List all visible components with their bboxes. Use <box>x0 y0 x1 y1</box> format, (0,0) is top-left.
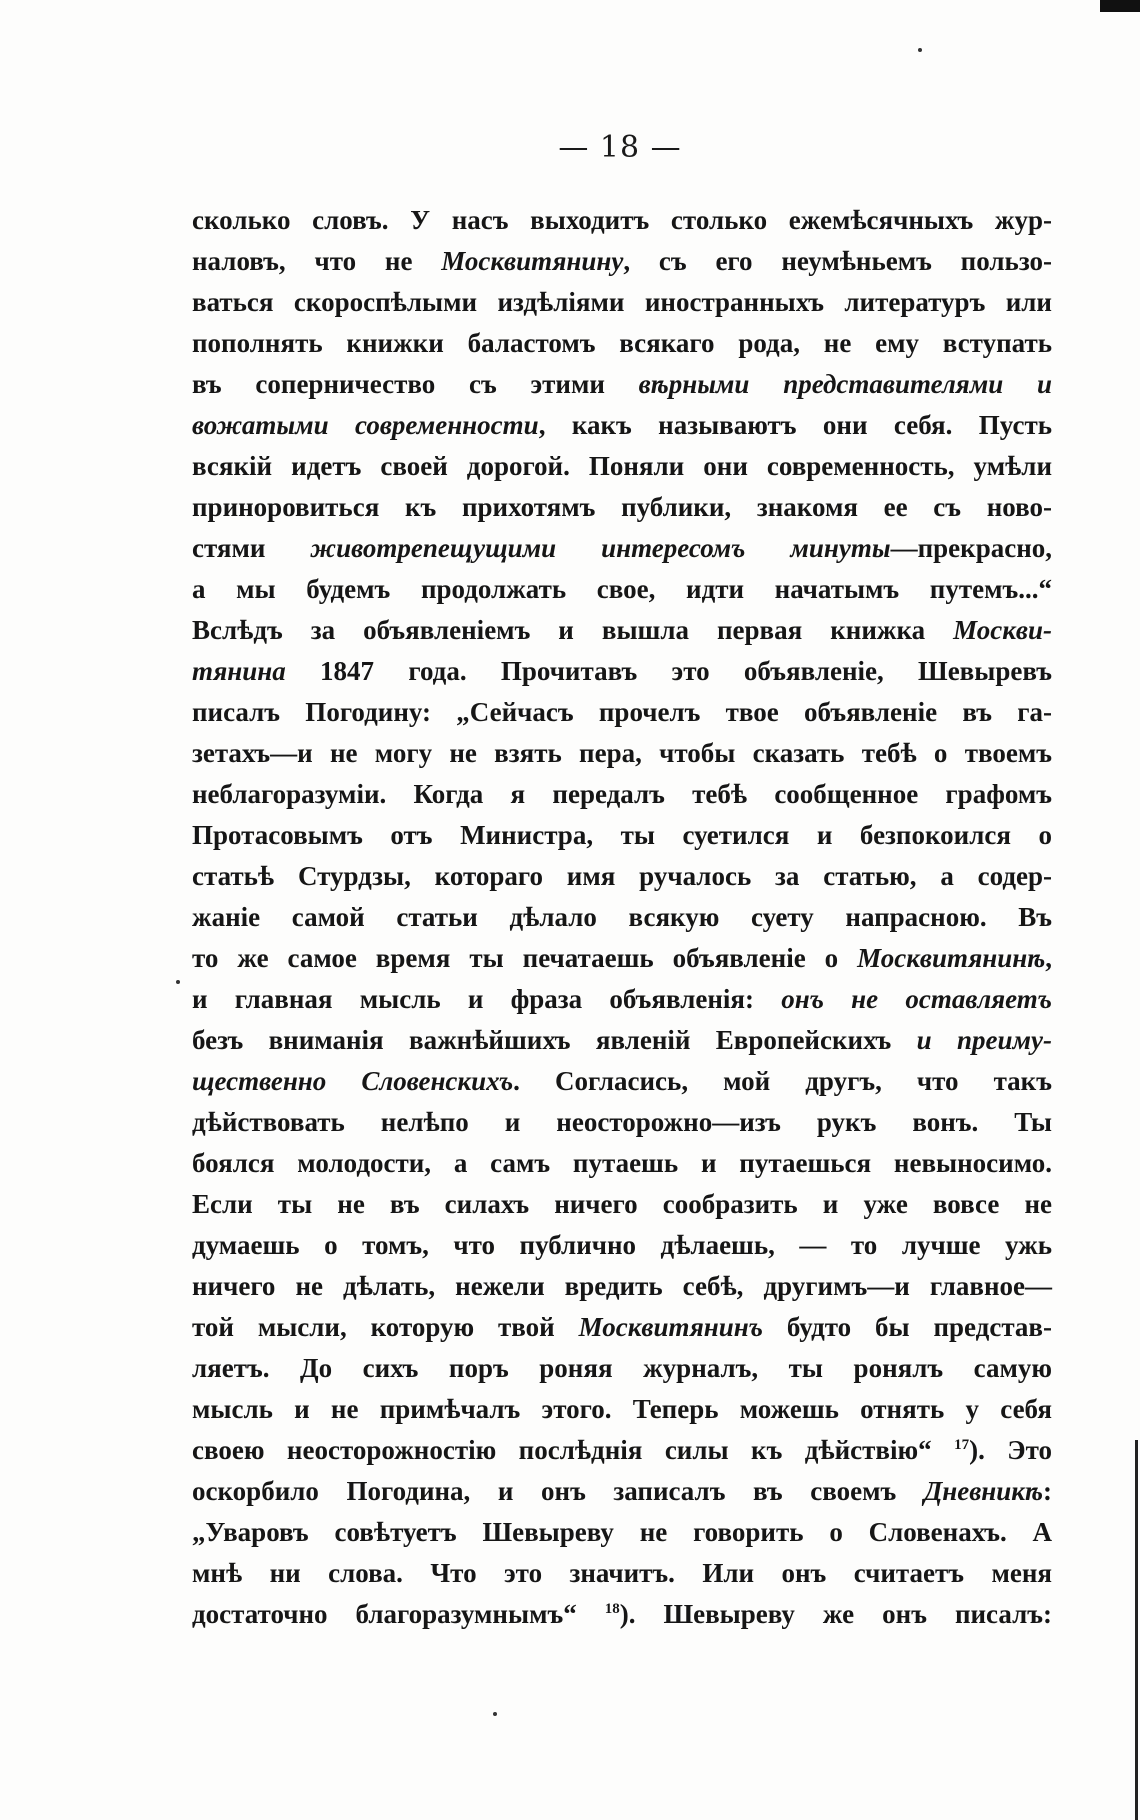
footnote-ref: 17 <box>954 1437 970 1453</box>
text-line <box>192 979 1052 1020</box>
text-line <box>192 815 1052 856</box>
text-line <box>192 1184 1052 1225</box>
text-line <box>192 1020 1052 1061</box>
scan-artifact-edge <box>1135 1440 1138 1820</box>
text-span: Протасовымъ отъ Министра, ты суетился и безпокоился о <box>192 820 1052 850</box>
italic-span: вожатыми современности <box>192 410 539 440</box>
italic-span: Дневникѣ <box>923 1476 1043 1506</box>
text-span: Если ты не въ силахъ ничего сообразить и уже вовсе не <box>192 1189 1052 1219</box>
italic-span: животрепещущими интересомъ минуты <box>310 533 891 563</box>
text-span: приноровиться къ прихотямъ публики, знакомя ее съ ново- <box>192 492 1052 522</box>
text-line <box>192 651 1052 692</box>
text-span: будто бы представ- <box>762 1312 1052 1342</box>
text-line <box>192 528 1052 569</box>
text-line <box>192 1389 1052 1430</box>
text-line <box>192 938 1052 979</box>
scan-speck <box>176 980 180 984</box>
text-span: мысль и не примѣчалъ этого. Теперь можешь отнять у себя <box>192 1394 1052 1424</box>
text-line <box>192 1512 1052 1553</box>
text-line <box>192 856 1052 897</box>
text-line <box>192 897 1052 938</box>
text-line <box>192 1471 1052 1512</box>
text-span: —прекрасно, <box>890 533 1053 563</box>
italic-span: Москвитянинъ <box>578 1312 763 1342</box>
text-line <box>192 1061 1052 1102</box>
text-span: оскорбило Погодина, и онъ записалъ въ своемъ <box>192 1476 924 1506</box>
text-span: статьѣ Стурдзы, котораго имя ручалось за статью, а содер- <box>192 861 1052 891</box>
text-span: , съ его неумѣньемъ пользо- <box>623 246 1052 276</box>
text-line <box>192 569 1052 610</box>
text-span: жаніе самой статьи дѣлало всякую суету напрасною. Въ <box>192 902 1052 932</box>
text-span: всякій идетъ своей дорогой. Поняли они современность, умѣли <box>192 451 1052 481</box>
text-span: ). Это <box>969 1435 1052 1465</box>
text-line <box>192 733 1052 774</box>
text-span: Вслѣдъ за объявленіемъ и вышла первая книжка <box>192 615 954 645</box>
italic-span: Москви- <box>953 615 1052 645</box>
text-span: и главная мысль и фраза объявленія: <box>192 984 782 1014</box>
text-span: мнѣ ни слова. Что это значитъ. Или онъ считаетъ меня <box>192 1558 1052 1588</box>
scan-artifact-corner <box>1100 0 1140 12</box>
text-span: : <box>1043 1476 1052 1506</box>
text-line <box>192 1430 1052 1471</box>
text-span: въ соперничество съ этими <box>192 369 639 399</box>
text-line <box>192 241 1052 282</box>
text-span: наловъ, что не <box>192 246 442 276</box>
text-span: той мысли, которую твой <box>192 1312 579 1342</box>
italic-span: Москвитянину <box>441 246 624 276</box>
text-span: ). Шевыреву же онъ писалъ: <box>619 1599 1052 1629</box>
text-line <box>192 1348 1052 1389</box>
text-span: неблагоразуміи. Когда я передалъ тебѣ сообщенное графомъ <box>192 779 1052 809</box>
text-span: ваться скороспѣлыми издѣліями иностранныхъ литературъ или <box>192 287 1052 317</box>
text-span: своею неосторожностію послѣднія силы къ дѣйствію“ <box>192 1435 955 1465</box>
text-span: а мы будемъ продолжать свое, идти начатымъ путемъ...“ <box>192 574 1052 604</box>
italic-span: Москвитянинѣ <box>857 943 1046 973</box>
text-line <box>192 1553 1052 1594</box>
text-span: пополнять книжки баластомъ всякаго рода, не ему вступать <box>192 328 1052 358</box>
text-span: писалъ Погодину: „Сейчасъ прочелъ твое объявленіе въ га- <box>192 697 1052 727</box>
italic-span: онъ не оставляетъ <box>781 984 1052 1014</box>
text-line <box>192 364 1052 405</box>
italic-span: тянина <box>192 656 286 686</box>
text-line <box>192 323 1052 364</box>
text-span: сколько словъ. У насъ выходитъ столько ежемѣсячныхъ жур- <box>192 205 1052 235</box>
text-span: то же самое время ты печатаешь объявленіе о <box>192 943 858 973</box>
text-span: боялся молодости, а самъ путаешь и путаешься невыносимо. <box>192 1148 1052 1178</box>
text-span: . Согласись, мой другъ, что такъ <box>513 1066 1052 1096</box>
text-span: достаточно благоразумнымъ“ <box>192 1599 605 1629</box>
italic-span: и преиму- <box>916 1025 1052 1055</box>
scan-speck <box>493 1712 497 1716</box>
text-line <box>192 487 1052 528</box>
text-span: дѣйствовать нелѣпо и неосторожно—изъ рукъ вонъ. Ты <box>192 1107 1052 1137</box>
text-span: , <box>1045 943 1052 973</box>
text-line <box>192 446 1052 487</box>
text-line <box>192 774 1052 815</box>
text-line <box>192 1307 1052 1348</box>
text-span: ничего не дѣлать, нежели вредить себѣ, другимъ—и главное— <box>192 1271 1052 1301</box>
italic-span: щественно Словенскихъ <box>192 1066 514 1096</box>
text-span: безъ вниманія важнѣйшихъ явленій Европейскихъ <box>192 1025 917 1055</box>
text-line <box>192 1594 1052 1635</box>
text-line <box>192 200 1052 241</box>
text-line <box>192 692 1052 733</box>
page-number: — 18 — <box>558 130 682 165</box>
text-line <box>192 1225 1052 1266</box>
text-span: зетахъ—и не могу не взять пера, чтобы сказать тебѣ о твоемъ <box>192 738 1052 768</box>
body-text <box>192 200 1052 1635</box>
text-span: думаешь о томъ, что публично дѣлаешь, — то лучше ужь <box>192 1230 1052 1260</box>
text-span: , какъ называютъ они себя. Пусть <box>538 410 1052 440</box>
scan-speck <box>918 48 922 52</box>
text-span: ляетъ. До сихъ поръ роняя журналъ, ты ронялъ самую <box>192 1353 1052 1383</box>
text-span: стями <box>192 533 311 563</box>
text-line <box>192 1143 1052 1184</box>
italic-span: вѣрными представителями и <box>638 369 1052 399</box>
text-span: „Уваровъ совѣтуетъ Шевыреву не говорить о Словенахъ. А <box>192 1517 1052 1547</box>
text-line <box>192 1102 1052 1143</box>
text-line <box>192 1266 1052 1307</box>
text-span: 1847 года. Прочитавъ это объявленіе, Шевыревъ <box>285 656 1052 686</box>
text-line <box>192 610 1052 651</box>
text-line <box>192 405 1052 446</box>
text-line <box>192 282 1052 323</box>
footnote-ref: 18 <box>604 1601 620 1617</box>
